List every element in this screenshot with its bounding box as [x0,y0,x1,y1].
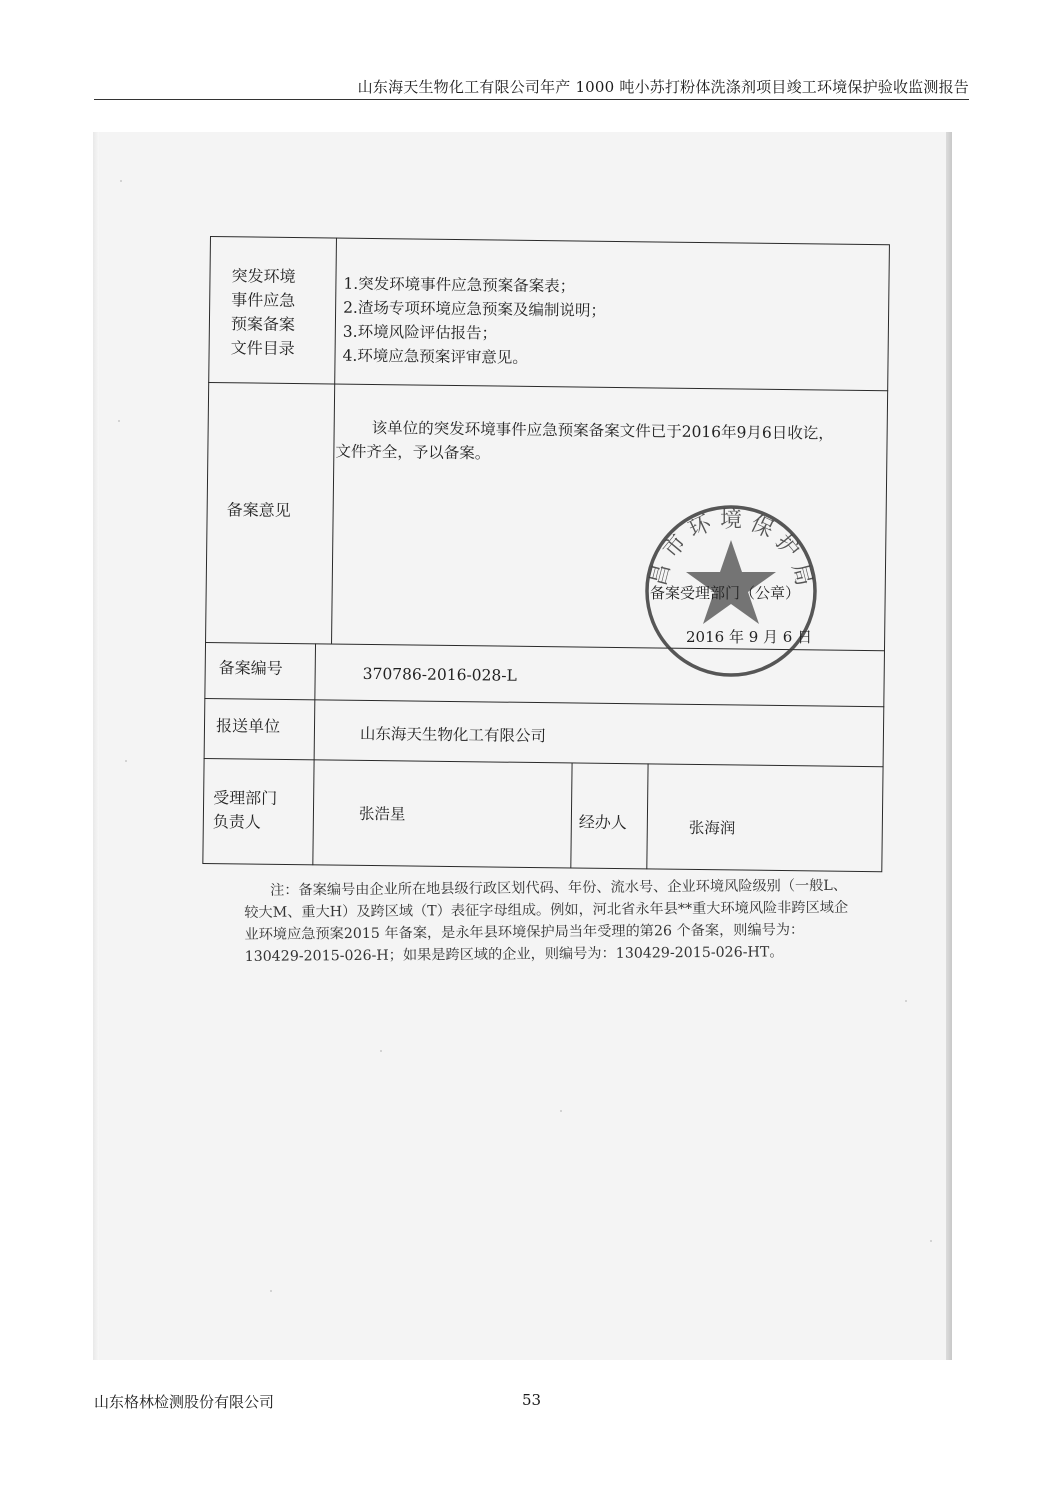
opinion-text-line2: 文件齐全，予以备案。 [335,442,491,463]
dept-head-label [213,786,278,835]
catalog-label [230,264,327,361]
catalog-label-line: 事件应急 [231,290,296,311]
seal-ring-text: 昌 市 环 境 保 护 局 [645,507,817,589]
catalog-item: 4.环境应急预案评审意见。 [342,346,528,367]
footnote-line: 注：备案编号由企业所在地县级行政区划代码、年份、流水号、企业环境风险级别（一般L、 [270,877,848,899]
scan-speck [930,1240,932,1242]
record-number-value: 370786-2016-028-L [362,664,517,685]
record-number-label: 备案编号 [218,658,283,678]
dept-head-label-line: 受理部门 [213,788,278,808]
scan-right-edge [946,132,952,1360]
catalog-label-line: 文件目录 [230,338,295,359]
scan-speck [905,1000,907,1002]
footnote [244,875,869,968]
submit-unit-label: 报送单位 [215,716,281,736]
scan-speck [560,1110,562,1112]
scan-left-edge [93,132,99,1360]
dept-head-value: 张浩星 [358,804,406,824]
stamp-date: 2016 年 9 月 6 日 [686,628,813,646]
catalog-item: 1.突发环境事件应急预案备案表； [343,274,576,296]
footnote-line: 业环境应急预案2015 年备案，是永年县环境保护局当年受理的第26 个备案，则编号为： [244,922,805,943]
catalog-label-line: 突发环境 [231,266,296,287]
opinion-text-line1: 该单位的突发环境事件应急预案备案文件已于2016年9月6日收讫， [371,418,834,443]
catalog-label-line: 预案备案 [230,314,296,335]
catalog-item: 2.渣场专项环境应急预案及编制说明； [343,298,607,320]
scan-speck [270,1290,272,1292]
handler-label: 经办人 [578,812,627,833]
page-number: 53 [522,1391,542,1409]
scan-speck [118,420,120,422]
dept-head-label-line: 负责人 [212,812,261,832]
stamp-unit-label: 备案受理部门（公章） [650,584,801,602]
opinion-label: 备案意见 [226,500,291,521]
catalog-item: 3.环境风险评估报告； [342,322,498,343]
footnote-line: 较大M、重大H）及跨区域（T）表征字母组成。例如，河北省永年县**重大环境风险非跨区域企 [244,899,849,921]
handler-value: 张海润 [688,818,736,838]
catalog-list [342,272,863,374]
submit-unit-value: 山东海天生物化工有限公司 [359,724,547,746]
page-header-title: 山东海天生物化工有限公司年产 1000 吨小苏打粉体洗涤剂项目竣工环境保护验收监测报告 [357,78,969,96]
footnote-line: 130429-2015-026-H；如果是跨区域的企业，则编号为：130429-2015-026-HT。 [244,944,784,965]
scan-speck [125,760,127,762]
scan-speck [380,1050,382,1052]
scan-speck [120,180,122,182]
header-divider [94,99,969,100]
footer-company: 山东格林检测股份有限公司 [94,1393,275,1411]
